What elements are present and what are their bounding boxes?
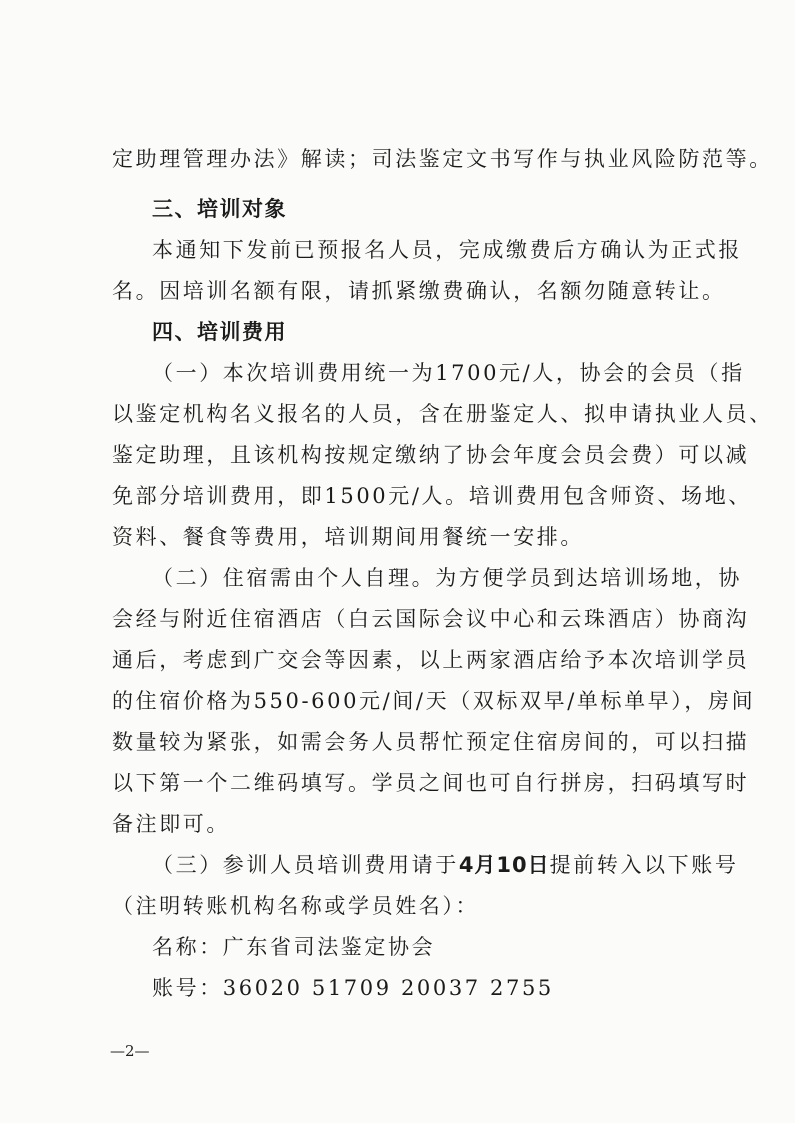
body-line: 通后，考虑到广交会等因素，以上两家酒店给予本次培训学员	[112, 648, 750, 672]
body-line: 备注即可。	[112, 812, 230, 836]
body-line: （二）住宿需由个人自理。为方便学员到达培训场地，协	[152, 566, 742, 590]
body-line: 资料、餐食等费用，培训期间用餐统一安排。	[112, 525, 584, 549]
fee-paragraph-three-after: 提前转入以下账号	[549, 853, 739, 877]
account-name: 名称：广东省司法鉴定协会	[152, 935, 436, 959]
body-line: 定助理管理办法》解读；司法鉴定文书写作与执业风险防范等。	[112, 147, 773, 171]
section-heading-training-fees: 四、培训费用	[152, 320, 287, 344]
page-number: —2—	[110, 1042, 150, 1060]
fee-paragraph-three	[152, 850, 740, 880]
body-line: 会经与附近住宿酒店（白云国际会议中心和云珠酒店）协商沟	[112, 607, 750, 631]
body-line: 数量较为紧张，如需会务人员帮忙预定住宿房间的，可以扫描	[112, 730, 750, 754]
fee-paragraph-three-before: （三）参训人员培训费用请于	[152, 853, 459, 877]
body-line: 的住宿价格为550-600元/间/天（双标双早/单标单早），房间	[112, 689, 756, 713]
account-number: 账号：36020 51709 20037 2755	[152, 976, 554, 1000]
body-line: 名。因培训名额有限，请抓紧缴费确认，名额勿随意转让。	[112, 279, 726, 303]
body-line: （注明转账机构名称或学员姓名）：	[112, 894, 480, 918]
body-line: 本通知下发前已预报名人员，完成缴费后方确认为正式报	[152, 238, 742, 262]
section-heading-training-targets: 三、培训对象	[152, 197, 287, 221]
body-line: （一）本次培训费用统一为1700元/人，协会的会员（指	[152, 361, 745, 385]
body-line: 以鉴定机构名义报名的人员，含在册鉴定人、拟申请执业人员、	[112, 402, 773, 426]
body-line: 鉴定助理，且该机构按规定缴纳了协会年度会员会费）可以减	[112, 443, 750, 467]
payment-deadline-date: 4月10日	[458, 853, 550, 877]
body-line: 免部分培训费用，即1500元/人。培训费用包含师资、场地、	[112, 484, 752, 508]
body-line: 以下第一个二维码填写。学员之间也可自行拼房，扫码填写时	[112, 771, 750, 795]
